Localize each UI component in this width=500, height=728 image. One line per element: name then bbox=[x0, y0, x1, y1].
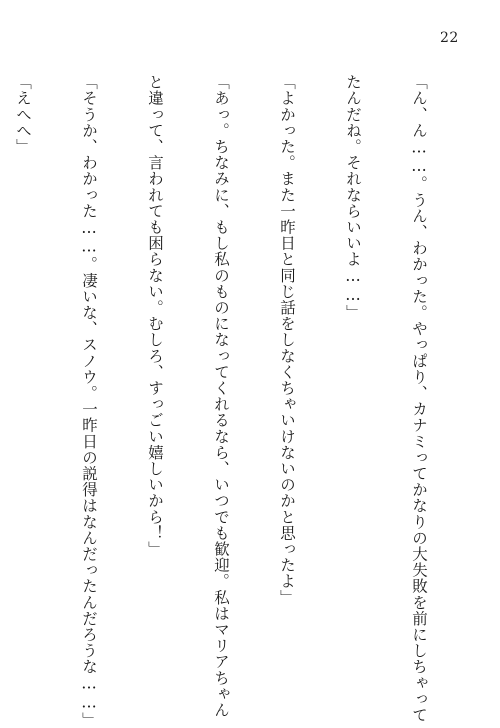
page-number: 22 bbox=[440, 30, 459, 46]
text-line: と違って、言われても困らない。むしろ、すっごい嬉しいから！」 bbox=[146, 74, 164, 557]
text-line: 「ん、ん……。うん、わかった。やっぱり、カナミってかなりの大失敗を前にしちゃって bbox=[410, 74, 428, 723]
text-line: 「あっ。ちなみに、もし私のものになってくれるなら、いつでも歓迎。私はマリアちゃん bbox=[212, 74, 230, 718]
text-line: 「よかった。また一昨日と同じ話をしなくちゃいけないのかと思ったよ」 bbox=[278, 74, 296, 606]
text-line: たんだね。それならいいよ……」 bbox=[344, 74, 362, 321]
vertical-text-body bbox=[0, 74, 474, 728]
text-line: 「えへへ」 bbox=[14, 74, 32, 155]
text-line: 「そうか、わかった……。凄いな、スノウ。一昨日の説得はなんだったんだろうな……」 bbox=[80, 74, 98, 728]
